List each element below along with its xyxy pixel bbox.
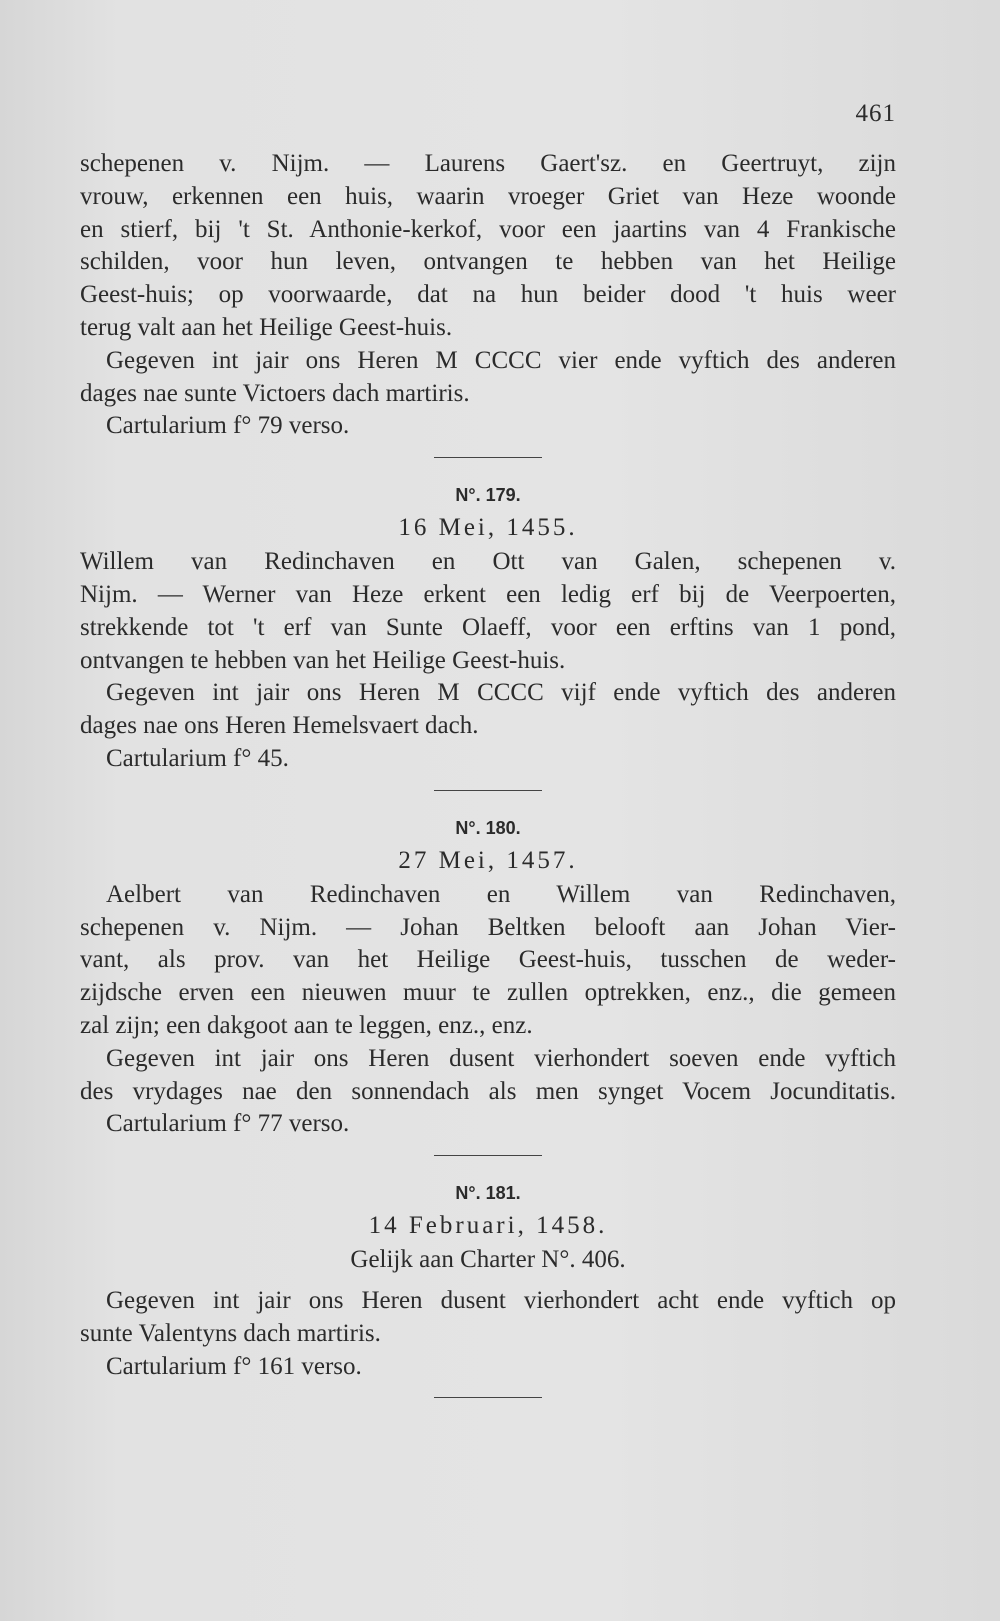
text-line: Willem van Redinchaven en Ott van Galen, schepenen v.: [80, 548, 896, 576]
entry-number: N°. 180.: [455, 817, 521, 838]
source-reference: Cartularium f° 45.: [106, 744, 289, 772]
entry-number: N°. 179.: [455, 485, 521, 506]
dating-clause: dages nae sunte Victoers dach martiris.: [80, 379, 470, 407]
section-divider: [434, 1155, 542, 1156]
text-line: schepenen v. Nijm. — Johan Beltken belooft aan Johan Vier-: [80, 913, 896, 941]
entry-date: 16 Mei, 1455.: [398, 514, 578, 542]
text-line: en stierf, bij 't St. Anthonie-kerkof, voor een jaartins van 4 Frankische: [80, 215, 896, 243]
entry-179: [80, 480, 896, 776]
dating-clause: Gegeven int jair ons Heren M CCCC vier ende vyftich des anderen: [106, 346, 896, 374]
text-line: terug valt aan het Heilige Geest-huis.: [80, 313, 453, 341]
text-line: Geest-huis; op voorwaarde, dat na hun beider dood 't huis weer: [80, 281, 896, 309]
text-line: vrouw, erkennen een huis, waarin vroeger Griet van Heze woonde: [80, 182, 896, 210]
entry-date: 14 Februari, 1458.: [368, 1212, 608, 1240]
dating-clause: Gegeven int jair ons Heren M CCCC vijf ende vyftich des anderen: [106, 679, 896, 707]
charter-reference: Gelijk aan Charter N°. 406.: [350, 1246, 626, 1274]
dating-clause: sunte Valentyns dach martiris.: [80, 1319, 381, 1347]
text-line: zal zijn; een dakgoot aan te leggen, enz., enz.: [80, 1011, 533, 1039]
dating-clause: Gegeven int jair ons Heren dusent vierhondert soeven ende vyftich: [106, 1044, 896, 1072]
text-line: schilden, voor hun leven, ontvangen te hebben van het Heilige: [80, 248, 896, 276]
text-line: ontvangen te hebben van het Heilige Geest-huis.: [80, 646, 566, 674]
text-line: Aelbert van Redinchaven en Willem van Redinchaven,: [106, 880, 896, 908]
entry-178: [80, 148, 896, 443]
entry-181: [80, 1178, 896, 1383]
source-reference: Cartularium f° 77 verso.: [106, 1110, 350, 1138]
entry-number: N°. 181.: [455, 1183, 521, 1204]
document-body: [80, 148, 896, 1420]
dating-clause: des vrydages nae den sonnendach als men synget Vocem Jocunditatis.: [80, 1077, 896, 1105]
text-line: schepenen v. Nijm. — Laurens Gaert'sz. en Geertruyt, zijn: [80, 150, 896, 177]
dating-clause: dages nae ons Heren Hemelsvaert dach.: [80, 712, 479, 740]
source-reference: Cartularium f° 79 verso.: [106, 412, 350, 440]
entry-180: [80, 813, 896, 1141]
text-line: Nijm. — Werner van Heze erkent een ledig erf bij de Veerpoerten,: [80, 580, 896, 608]
section-divider: [434, 790, 542, 791]
text-line: zijdsche erven een nieuwen muur te zullen optrekken, enz., die gemeen: [80, 979, 896, 1007]
entry-date: 27 Mei, 1457.: [398, 846, 578, 874]
source-reference: Cartularium f° 161 verso.: [106, 1352, 362, 1380]
section-divider: [434, 1397, 542, 1398]
text-line: vant, als prov. van het Heilige Geest-huis, tusschen de weder-: [80, 946, 896, 974]
section-divider: [434, 457, 542, 458]
text-line: strekkende tot 't erf van Sunte Olaeff, voor een erftins van 1 pond,: [80, 613, 896, 641]
dating-clause: Gegeven int jair ons Heren dusent vierhondert acht ende vyftich op: [106, 1286, 896, 1314]
page-number: 461: [855, 100, 896, 127]
